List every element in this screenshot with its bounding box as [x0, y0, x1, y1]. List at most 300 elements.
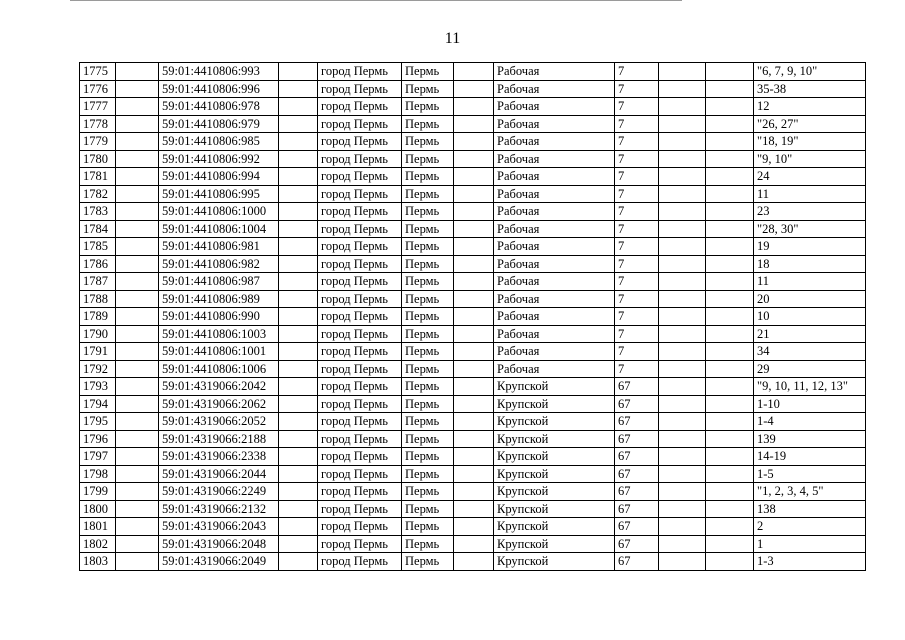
blank-cell-b	[279, 220, 318, 238]
blank-cell-c	[454, 133, 494, 151]
city-district-cell: город Пермь	[318, 500, 402, 518]
city-district-cell: город Пермь	[318, 203, 402, 221]
blank-cell-a	[116, 483, 159, 501]
blank-cell-d	[659, 448, 706, 466]
cadastral-number-cell: 59:01:4410806:994	[159, 168, 279, 186]
city-district-cell: город Пермь	[318, 80, 402, 98]
city-cell: Пермь	[402, 448, 454, 466]
blank-cell-c	[454, 185, 494, 203]
cadastral-number-cell: 59:01:4410806:992	[159, 150, 279, 168]
apartment-cell: 138	[754, 500, 866, 518]
page-number: 11	[444, 30, 461, 47]
cadastral-number-cell: 59:01:4319066:2249	[159, 483, 279, 501]
blank-cell-c	[454, 325, 494, 343]
city-district-cell: город Пермь	[318, 308, 402, 326]
house-number-cell: 7	[615, 80, 659, 98]
street-cell: Крупской	[494, 483, 615, 501]
blank-cell-e	[706, 465, 754, 483]
row-number-cell: 1793	[80, 378, 116, 396]
city-cell: Пермь	[402, 63, 454, 81]
city-cell: Пермь	[402, 360, 454, 378]
blank-cell-e	[706, 325, 754, 343]
cadastral-number-cell: 59:01:4319066:2338	[159, 448, 279, 466]
blank-cell-c	[454, 255, 494, 273]
blank-cell-c	[454, 448, 494, 466]
blank-cell-c	[454, 500, 494, 518]
blank-cell-c	[454, 63, 494, 81]
table-row	[80, 500, 866, 518]
blank-cell-e	[706, 448, 754, 466]
city-cell: Пермь	[402, 220, 454, 238]
street-cell: Крупской	[494, 395, 615, 413]
house-number-cell: 7	[615, 115, 659, 133]
row-number-cell: 1802	[80, 535, 116, 553]
city-cell: Пермь	[402, 465, 454, 483]
table-row	[80, 203, 866, 221]
blank-cell-c	[454, 483, 494, 501]
row-number-cell: 1781	[80, 168, 116, 186]
row-number-cell: 1795	[80, 413, 116, 431]
blank-cell-c	[454, 98, 494, 116]
cadastral-number-cell: 59:01:4319066:2062	[159, 395, 279, 413]
blank-cell-b	[279, 395, 318, 413]
table-row	[80, 395, 866, 413]
city-district-cell: город Пермь	[318, 535, 402, 553]
street-cell: Рабочая	[494, 133, 615, 151]
blank-cell-c	[454, 343, 494, 361]
house-number-cell: 67	[615, 465, 659, 483]
blank-cell-a	[116, 290, 159, 308]
row-number-cell: 1796	[80, 430, 116, 448]
row-number-cell: 1794	[80, 395, 116, 413]
city-cell: Пермь	[402, 255, 454, 273]
cadastral-number-cell: 59:01:4410806:996	[159, 80, 279, 98]
city-cell: Пермь	[402, 203, 454, 221]
blank-cell-d	[659, 220, 706, 238]
blank-cell-a	[116, 413, 159, 431]
blank-cell-a	[116, 203, 159, 221]
blank-cell-b	[279, 255, 318, 273]
blank-cell-b	[279, 115, 318, 133]
blank-cell-a	[116, 360, 159, 378]
house-number-cell: 7	[615, 220, 659, 238]
street-cell: Рабочая	[494, 308, 615, 326]
blank-cell-b	[279, 290, 318, 308]
blank-cell-e	[706, 290, 754, 308]
row-number-cell: 1778	[80, 115, 116, 133]
blank-cell-d	[659, 150, 706, 168]
city-district-cell: город Пермь	[318, 238, 402, 256]
blank-cell-b	[279, 553, 318, 571]
city-district-cell: город Пермь	[318, 150, 402, 168]
house-number-cell: 7	[615, 238, 659, 256]
house-number-cell: 7	[615, 255, 659, 273]
blank-cell-b	[279, 325, 318, 343]
blank-cell-c	[454, 360, 494, 378]
row-number-cell: 1785	[80, 238, 116, 256]
house-number-cell: 67	[615, 448, 659, 466]
blank-cell-e	[706, 378, 754, 396]
cadastral-number-cell: 59:01:4319066:2044	[159, 465, 279, 483]
cadastral-number-cell: 59:01:4410806:993	[159, 63, 279, 81]
blank-cell-d	[659, 185, 706, 203]
blank-cell-e	[706, 255, 754, 273]
house-number-cell: 7	[615, 98, 659, 116]
table-row	[80, 465, 866, 483]
cadastral-number-cell: 59:01:4410806:978	[159, 98, 279, 116]
blank-cell-c	[454, 290, 494, 308]
apartment-cell: 20	[754, 290, 866, 308]
blank-cell-c	[454, 80, 494, 98]
city-district-cell: город Пермь	[318, 273, 402, 291]
cadastral-number-cell: 59:01:4410806:982	[159, 255, 279, 273]
cadastral-number-cell: 59:01:4410806:1001	[159, 343, 279, 361]
table-row	[80, 518, 866, 536]
cadastral-number-cell: 59:01:4410806:979	[159, 115, 279, 133]
apartment-cell: 29	[754, 360, 866, 378]
apartment-cell: 2	[754, 518, 866, 536]
house-number-cell: 7	[615, 185, 659, 203]
blank-cell-e	[706, 395, 754, 413]
blank-cell-d	[659, 115, 706, 133]
street-cell: Крупской	[494, 500, 615, 518]
cadastral-number-cell: 59:01:4410806:990	[159, 308, 279, 326]
street-cell: Крупской	[494, 553, 615, 571]
apartment-cell: 18	[754, 255, 866, 273]
house-number-cell: 7	[615, 290, 659, 308]
blank-cell-c	[454, 535, 494, 553]
table-row	[80, 360, 866, 378]
city-district-cell: город Пермь	[318, 395, 402, 413]
blank-cell-a	[116, 378, 159, 396]
table-row	[80, 448, 866, 466]
blank-cell-d	[659, 500, 706, 518]
blank-cell-e	[706, 500, 754, 518]
row-number-cell: 1788	[80, 290, 116, 308]
apartment-cell: 1	[754, 535, 866, 553]
blank-cell-e	[706, 150, 754, 168]
blank-cell-e	[706, 63, 754, 81]
cadastral-number-cell: 59:01:4410806:985	[159, 133, 279, 151]
apartment-cell: "9, 10"	[754, 150, 866, 168]
table-row	[80, 483, 866, 501]
blank-cell-d	[659, 413, 706, 431]
city-cell: Пермь	[402, 378, 454, 396]
city-cell: Пермь	[402, 343, 454, 361]
blank-cell-d	[659, 465, 706, 483]
apartment-cell: 14-19	[754, 448, 866, 466]
house-number-cell: 67	[615, 518, 659, 536]
row-number-cell: 1791	[80, 343, 116, 361]
table-row	[80, 343, 866, 361]
street-cell: Рабочая	[494, 273, 615, 291]
cadastral-number-cell: 59:01:4319066:2188	[159, 430, 279, 448]
row-number-cell: 1783	[80, 203, 116, 221]
table-row	[80, 220, 866, 238]
blank-cell-d	[659, 80, 706, 98]
blank-cell-a	[116, 220, 159, 238]
blank-cell-b	[279, 133, 318, 151]
blank-cell-e	[706, 80, 754, 98]
house-number-cell: 7	[615, 150, 659, 168]
cadastral-number-cell: 59:01:4319066:2042	[159, 378, 279, 396]
table-row	[80, 168, 866, 186]
blank-cell-c	[454, 308, 494, 326]
city-district-cell: город Пермь	[318, 378, 402, 396]
city-cell: Пермь	[402, 308, 454, 326]
table-row	[80, 413, 866, 431]
city-cell: Пермь	[402, 500, 454, 518]
registry-table	[79, 62, 866, 571]
blank-cell-e	[706, 535, 754, 553]
blank-cell-e	[706, 98, 754, 116]
blank-cell-e	[706, 115, 754, 133]
blank-cell-c	[454, 518, 494, 536]
blank-cell-a	[116, 185, 159, 203]
blank-cell-b	[279, 500, 318, 518]
row-number-cell: 1792	[80, 360, 116, 378]
blank-cell-c	[454, 115, 494, 133]
blank-cell-e	[706, 273, 754, 291]
blank-cell-c	[454, 238, 494, 256]
street-cell: Рабочая	[494, 238, 615, 256]
blank-cell-a	[116, 238, 159, 256]
blank-cell-e	[706, 238, 754, 256]
city-cell: Пермь	[402, 290, 454, 308]
house-number-cell: 67	[615, 430, 659, 448]
apartment-cell: "28, 30"	[754, 220, 866, 238]
blank-cell-c	[454, 465, 494, 483]
blank-cell-b	[279, 518, 318, 536]
table-row	[80, 430, 866, 448]
blank-cell-b	[279, 483, 318, 501]
blank-cell-d	[659, 133, 706, 151]
table-row	[80, 378, 866, 396]
table-row	[80, 325, 866, 343]
blank-cell-a	[116, 80, 159, 98]
blank-cell-b	[279, 203, 318, 221]
blank-cell-d	[659, 63, 706, 81]
city-cell: Пермь	[402, 413, 454, 431]
blank-cell-e	[706, 343, 754, 361]
table-row	[80, 63, 866, 81]
apartment-cell: "18, 19"	[754, 133, 866, 151]
blank-cell-d	[659, 273, 706, 291]
cadastral-number-cell: 59:01:4319066:2049	[159, 553, 279, 571]
blank-cell-c	[454, 430, 494, 448]
city-cell: Пермь	[402, 430, 454, 448]
city-district-cell: город Пермь	[318, 98, 402, 116]
blank-cell-e	[706, 220, 754, 238]
blank-cell-e	[706, 518, 754, 536]
city-district-cell: город Пермь	[318, 483, 402, 501]
street-cell: Рабочая	[494, 150, 615, 168]
table-row	[80, 150, 866, 168]
blank-cell-a	[116, 63, 159, 81]
street-cell: Рабочая	[494, 220, 615, 238]
street-cell: Рабочая	[494, 290, 615, 308]
house-number-cell: 7	[615, 133, 659, 151]
row-number-cell: 1776	[80, 80, 116, 98]
apartment-cell: 1-4	[754, 413, 866, 431]
blank-cell-a	[116, 448, 159, 466]
street-cell: Рабочая	[494, 343, 615, 361]
table-row	[80, 80, 866, 98]
apartment-cell: 35-38	[754, 80, 866, 98]
row-number-cell: 1777	[80, 98, 116, 116]
house-number-cell: 7	[615, 63, 659, 81]
blank-cell-c	[454, 150, 494, 168]
blank-cell-a	[116, 430, 159, 448]
blank-cell-a	[116, 115, 159, 133]
city-cell: Пермь	[402, 80, 454, 98]
city-cell: Пермь	[402, 535, 454, 553]
blank-cell-c	[454, 378, 494, 396]
cadastral-number-cell: 59:01:4410806:1003	[159, 325, 279, 343]
cadastral-number-cell: 59:01:4319066:2048	[159, 535, 279, 553]
cadastral-number-cell: 59:01:4410806:995	[159, 185, 279, 203]
row-number-cell: 1786	[80, 255, 116, 273]
blank-cell-a	[116, 343, 159, 361]
cadastral-number-cell: 59:01:4410806:1006	[159, 360, 279, 378]
street-cell: Рабочая	[494, 360, 615, 378]
house-number-cell: 7	[615, 308, 659, 326]
blank-cell-d	[659, 255, 706, 273]
table-row	[80, 238, 866, 256]
table-row	[80, 308, 866, 326]
city-district-cell: город Пермь	[318, 133, 402, 151]
city-district-cell: город Пермь	[318, 63, 402, 81]
blank-cell-a	[116, 465, 159, 483]
house-number-cell: 67	[615, 395, 659, 413]
table-row	[80, 115, 866, 133]
city-cell: Пермь	[402, 273, 454, 291]
blank-cell-c	[454, 220, 494, 238]
row-number-cell: 1787	[80, 273, 116, 291]
apartment-cell: 34	[754, 343, 866, 361]
blank-cell-d	[659, 98, 706, 116]
cadastral-number-cell: 59:01:4410806:1000	[159, 203, 279, 221]
house-number-cell: 7	[615, 325, 659, 343]
blank-cell-a	[116, 98, 159, 116]
table-row	[80, 98, 866, 116]
city-district-cell: город Пермь	[318, 518, 402, 536]
blank-cell-d	[659, 308, 706, 326]
city-district-cell: город Пермь	[318, 168, 402, 186]
blank-cell-b	[279, 185, 318, 203]
blank-cell-a	[116, 325, 159, 343]
apartment-cell: 1-3	[754, 553, 866, 571]
blank-cell-b	[279, 308, 318, 326]
apartment-cell: 1-10	[754, 395, 866, 413]
house-number-cell: 7	[615, 273, 659, 291]
blank-cell-b	[279, 360, 318, 378]
table-row	[80, 535, 866, 553]
city-district-cell: город Пермь	[318, 430, 402, 448]
blank-cell-e	[706, 203, 754, 221]
blank-cell-b	[279, 98, 318, 116]
row-number-cell: 1775	[80, 63, 116, 81]
city-cell: Пермь	[402, 133, 454, 151]
blank-cell-c	[454, 273, 494, 291]
blank-cell-b	[279, 413, 318, 431]
house-number-cell: 7	[615, 168, 659, 186]
blank-cell-b	[279, 150, 318, 168]
cadastral-number-cell: 59:01:4319066:2052	[159, 413, 279, 431]
house-number-cell: 67	[615, 378, 659, 396]
city-district-cell: город Пермь	[318, 255, 402, 273]
street-cell: Рабочая	[494, 325, 615, 343]
street-cell: Крупской	[494, 465, 615, 483]
house-number-cell: 7	[615, 203, 659, 221]
blank-cell-d	[659, 238, 706, 256]
cadastral-number-cell: 59:01:4410806:989	[159, 290, 279, 308]
apartment-cell: 12	[754, 98, 866, 116]
blank-cell-d	[659, 483, 706, 501]
city-district-cell: город Пермь	[318, 448, 402, 466]
blank-cell-d	[659, 430, 706, 448]
blank-cell-e	[706, 413, 754, 431]
city-district-cell: город Пермь	[318, 325, 402, 343]
blank-cell-d	[659, 203, 706, 221]
apartment-cell: 11	[754, 185, 866, 203]
blank-cell-d	[659, 378, 706, 396]
house-number-cell: 7	[615, 360, 659, 378]
city-cell: Пермь	[402, 518, 454, 536]
street-cell: Рабочая	[494, 63, 615, 81]
blank-cell-b	[279, 63, 318, 81]
city-district-cell: город Пермь	[318, 343, 402, 361]
city-district-cell: город Пермь	[318, 115, 402, 133]
house-number-cell: 67	[615, 535, 659, 553]
blank-cell-a	[116, 255, 159, 273]
city-district-cell: город Пермь	[318, 290, 402, 308]
blank-cell-d	[659, 395, 706, 413]
apartment-cell: "9, 10, 11, 12, 13"	[754, 378, 866, 396]
blank-cell-b	[279, 168, 318, 186]
city-district-cell: город Пермь	[318, 553, 402, 571]
city-district-cell: город Пермь	[318, 220, 402, 238]
blank-cell-d	[659, 343, 706, 361]
table-row	[80, 133, 866, 151]
registry-body	[80, 63, 866, 571]
blank-cell-d	[659, 553, 706, 571]
cadastral-number-cell: 59:01:4410806:1004	[159, 220, 279, 238]
blank-cell-a	[116, 133, 159, 151]
blank-cell-a	[116, 150, 159, 168]
apartment-cell: 19	[754, 238, 866, 256]
row-number-cell: 1779	[80, 133, 116, 151]
blank-cell-e	[706, 483, 754, 501]
blank-cell-b	[279, 448, 318, 466]
table-row	[80, 185, 866, 203]
blank-cell-a	[116, 553, 159, 571]
top-rule	[70, 0, 682, 1]
blank-cell-e	[706, 185, 754, 203]
city-cell: Пермь	[402, 115, 454, 133]
blank-cell-d	[659, 518, 706, 536]
blank-cell-e	[706, 430, 754, 448]
cadastral-number-cell: 59:01:4410806:987	[159, 273, 279, 291]
blank-cell-a	[116, 500, 159, 518]
row-number-cell: 1798	[80, 465, 116, 483]
blank-cell-e	[706, 360, 754, 378]
blank-cell-d	[659, 325, 706, 343]
blank-cell-c	[454, 413, 494, 431]
table-row	[80, 553, 866, 571]
street-cell: Крупской	[494, 378, 615, 396]
table-row	[80, 255, 866, 273]
